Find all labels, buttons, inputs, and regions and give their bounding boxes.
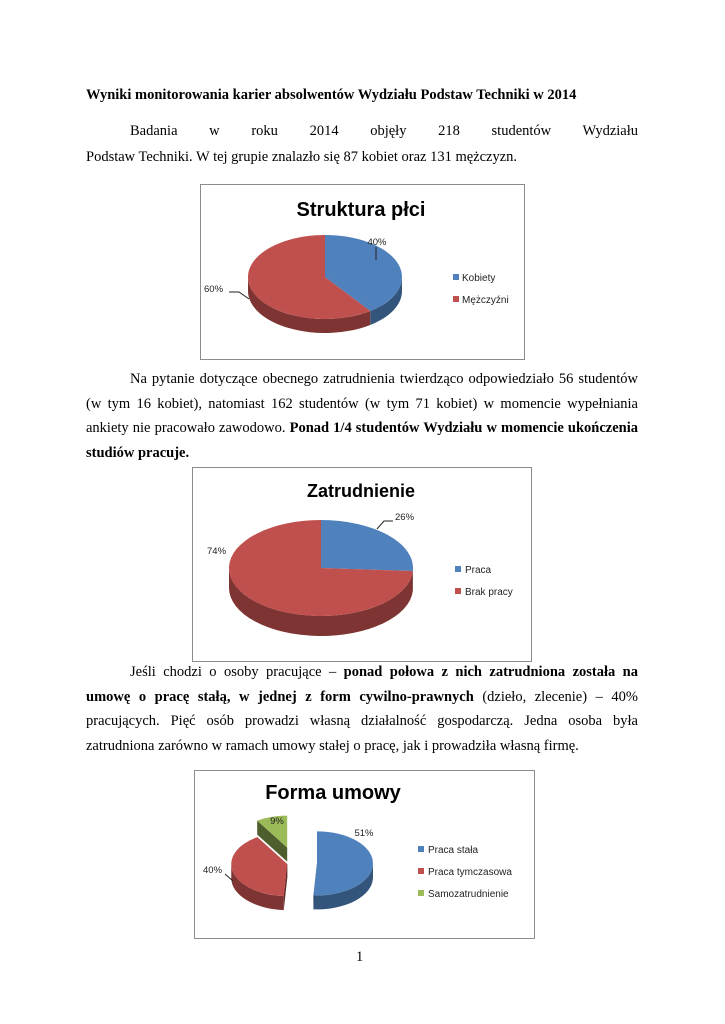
pie-group [229, 520, 413, 636]
pie-slice [321, 520, 413, 571]
paragraph-3 [86, 660, 638, 758]
paragraph-text: Jeśli chodzi o osoby pracujące – [130, 664, 344, 680]
word: w [209, 123, 220, 139]
data-label: 40% [367, 237, 387, 248]
leader-line [229, 292, 249, 299]
chart-svg [201, 185, 524, 359]
pie-group [248, 235, 402, 333]
word: roku [251, 123, 278, 139]
paragraph-1-line-1 [86, 119, 638, 144]
chart-title: Forma umowy [265, 782, 401, 804]
paragraph-bold: ponad połowa z nich zatrudniona została na umowę o pracę stałą, w jednej z form cywilno-prawnych [86, 664, 638, 705]
word: 218 [438, 123, 460, 139]
paragraph-text: Na pytanie dotyczące obecnego zatrudnienia twierdząco odpowiedziało 56 studentów (w tym 16 kobiet), natomiast 162 studentów (w tym 71 kobiet) w momencie wypełniania ankiety nie pracowało zawodowo. [86, 371, 638, 436]
data-label: 51% [354, 828, 374, 839]
chart-forma-umowy [194, 770, 535, 939]
paragraph-2 [86, 367, 638, 465]
chart-title: Zatrudnienie [306, 481, 416, 501]
paragraph-text: (dzieło, zlecenie) – 40% pracujących. Pięć osób prowadzi własną działalność gospodarczą. Jedna osoba była zatrudniona zarówno w ramach umowy stałej o pracę, jak i prowadziła własną firmę. [86, 688, 638, 754]
chart-zatrudnienie [192, 467, 532, 662]
legend-entry: Kobiety [462, 273, 496, 284]
legend-swatch [453, 296, 459, 302]
legend-entry: Praca stała [428, 845, 479, 856]
data-label: 9% [270, 816, 284, 827]
data-label: 26% [395, 512, 415, 523]
chart-title: Struktura płci [296, 199, 426, 221]
word: objęły [370, 123, 407, 139]
paragraph-bold: Ponad 1/4 studentów Wydziału w momencie ukończenia studiów pracuje. [86, 420, 639, 461]
legend-swatch [418, 846, 424, 852]
legend-swatch [418, 890, 424, 896]
document-title: Wyniki monitorowania karier absolwentów Wydziału Podstaw Techniki w 2014 [86, 87, 577, 103]
legend-entry: Samozatrudnienie [428, 889, 509, 900]
word: Badania [130, 123, 178, 139]
pie-group [231, 816, 373, 910]
leader-line [377, 521, 393, 529]
data-label: 74% [207, 546, 227, 557]
word: studentów [491, 123, 552, 139]
legend-entry: Praca [465, 565, 492, 576]
legend-entry: Brak pracy [465, 587, 513, 598]
data-label: 40% [203, 865, 223, 876]
legend-swatch [453, 274, 459, 280]
chart-svg [195, 771, 534, 938]
legend-swatch [455, 566, 461, 572]
legend-swatch [418, 868, 424, 874]
chart-struktura-plci [200, 184, 525, 360]
legend-swatch [455, 588, 461, 594]
data-label: 60% [204, 284, 224, 295]
legend-entry: Mężczyźni [462, 295, 509, 306]
chart-svg [193, 468, 531, 661]
page-number: 1 [356, 949, 364, 965]
word: Wydziału [582, 123, 639, 139]
paragraph-1-line-2: Podstaw Techniki. W tej grupie znalazło się 87 kobiet oraz 131 mężczyzn. [86, 149, 518, 165]
legend-entry: Praca tymczasowa [428, 867, 512, 878]
word: 2014 [309, 123, 339, 139]
